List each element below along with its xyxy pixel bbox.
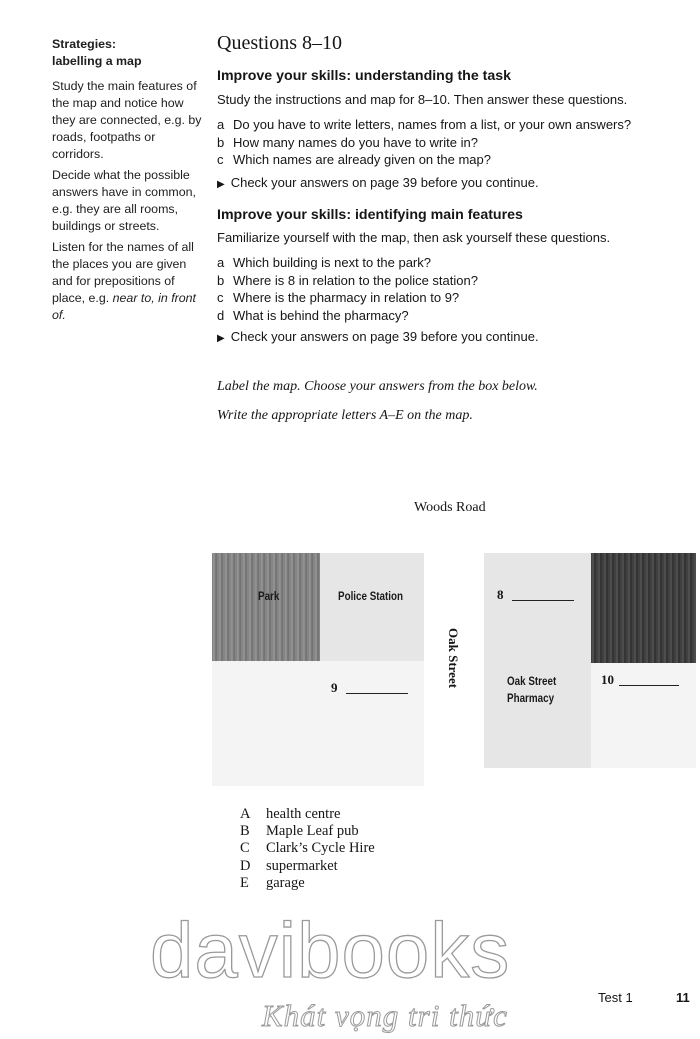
- section1-list: [217, 116, 631, 169]
- list-item: b How many names do you have to write in?: [217, 134, 478, 150]
- sidebar-tip-1: Study the main features of the map and notice how they are connected, e.g. by roads, footpaths or corridors.: [52, 79, 202, 161]
- q8-answer-blank[interactable]: [512, 600, 574, 601]
- footer-test-label: Test 1: [598, 990, 633, 1005]
- section2-list: [217, 254, 478, 324]
- sidebar-heading: Strategies: labelling a map: [52, 37, 142, 68]
- strategies-sidebar: [52, 36, 202, 328]
- q10-number: 10: [601, 672, 614, 687]
- list-item: c Which names are already given on the map?: [217, 152, 491, 167]
- watermark-slogan: Khát vọng tri thức: [262, 998, 508, 1033]
- instruction-line-1: Label the map. Choose your answers from the box below.: [217, 379, 538, 394]
- list-item: b Where is 8 in relation to the police station?: [217, 272, 478, 288]
- arrow-right-icon: ▶: [217, 179, 225, 190]
- police-station-block: [320, 553, 424, 661]
- section2-check: ▶ Check your answers on page 39 before you continue.: [217, 329, 539, 344]
- sidebar-tip-3: Listen for the names of all the places you are given and for prepositions of place, e.g. near to, in front of.: [52, 240, 197, 322]
- list-item: d What is behind the pharmacy?: [217, 307, 409, 323]
- q9-answer-blank[interactable]: [346, 693, 408, 694]
- road-label-oak: Oak Street: [446, 628, 461, 689]
- sidebar-tip-2: Decide what the possible answers have in common, e.g. they are all rooms, buildings or streets.: [52, 168, 196, 233]
- police-station-label: Police Station: [338, 589, 404, 603]
- park-block: [212, 553, 320, 661]
- dark-block: [591, 553, 696, 663]
- section2-heading: Improve your skills: identifying main features: [217, 207, 523, 223]
- list-item: C Clark’s Cycle Hire: [240, 840, 375, 857]
- map-block-9: [212, 661, 424, 786]
- q10-answer-blank[interactable]: [619, 685, 679, 686]
- arrow-right-icon: ▶: [217, 333, 225, 344]
- list-item: B Maple Leaf pub: [240, 823, 359, 840]
- list-item: c Where is the pharmacy in relation to 9?: [217, 290, 460, 305]
- section1-intro: Study the instructions and map for 8–10. Then answer these questions.: [217, 92, 628, 107]
- section1-check: ▶ Check your answers on page 39 before you continue.: [217, 175, 539, 190]
- list-item: D supermarket: [240, 857, 338, 874]
- questions-title: Questions 8–10: [217, 32, 342, 54]
- list-item: a Do you have to write letters, names from a list, or your own answers?: [217, 117, 632, 132]
- q8-number: 8: [497, 587, 504, 602]
- list-item: a Which building is next to the park?: [217, 255, 431, 270]
- list-item: E garage: [240, 874, 305, 891]
- watermark-brand: davibooks: [150, 906, 511, 994]
- page-number: 11: [676, 990, 690, 1005]
- instruction-line-2: Write the appropriate letters A–E on the map.: [217, 408, 473, 423]
- pharmacy-label: Oak Street Pharmacy: [507, 674, 557, 705]
- answer-options: [240, 806, 375, 892]
- list-item: A health centre: [240, 806, 341, 822]
- park-label: Park: [258, 589, 280, 603]
- section1-heading: Improve your skills: understanding the task: [217, 68, 512, 84]
- map-block-8: [484, 553, 591, 663]
- road-label-woods: Woods Road: [414, 500, 486, 515]
- q9-number: 9: [331, 680, 338, 695]
- section2-intro: Familiarize yourself with the map, then ask yourself these questions.: [217, 230, 611, 245]
